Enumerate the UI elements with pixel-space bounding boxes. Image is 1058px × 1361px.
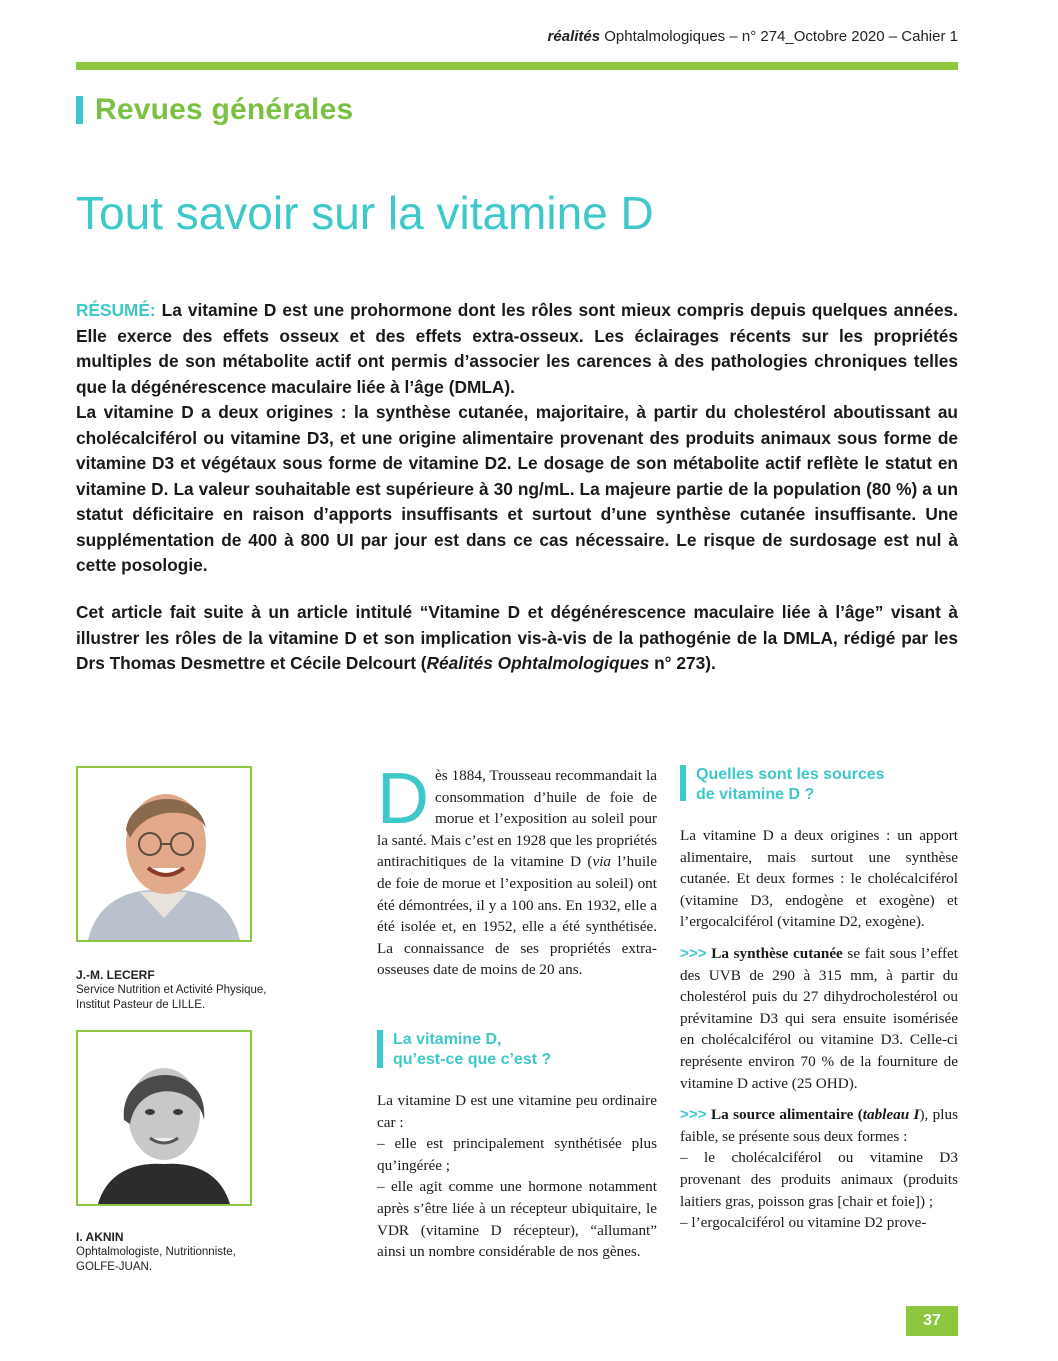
subheading-line-2: de vitamine D ? bbox=[696, 786, 815, 803]
running-header bbox=[540, 28, 958, 45]
subheading-line-1: La vitamine D, bbox=[393, 1031, 502, 1048]
intro-note bbox=[76, 600, 958, 677]
definition-item-1: – elle est principalement synthétisée plus qu’ingérée ; bbox=[377, 1135, 657, 1174]
subheading-line-2: qu’est-ce que c’est ? bbox=[393, 1051, 552, 1068]
abstract-paragraph-2: La vitamine D a deux origines : la synthèse cutanée, majoritaire, à partir du cholestérol aboutissant au cholécalciférol ou vitamine D3, et une origine alimentaire provenant des produits animaux sous forme de vitamine D3 et végétaux sous forme de vitamine D2. Le dosage de son métabolite actif reflète le statut en vitamine D. La valeur souhaitable est supérieure à 30 ng/mL. La majeure partie de la population (80 %) a un statut déficitaire en raison d’apports insuffisants et surtout d’une synthèse cutanée insuffisante. Une supplémentation de 400 à 800 UI par jour est dans ce cas nécessaire. Le risque de surdosage est nul à cette posologie. bbox=[76, 402, 958, 575]
page-number: 37 bbox=[906, 1306, 958, 1336]
abstract-keyword: RÉSUMÉ: bbox=[76, 300, 156, 320]
author-photo-lecerf bbox=[76, 766, 252, 942]
definition-paragraph: La vitamine D est une vitamine peu ordinaire car : bbox=[377, 1092, 657, 1131]
section-label: Revues générales bbox=[95, 93, 354, 126]
subheading-what-is bbox=[377, 1030, 551, 1070]
drop-cap: D bbox=[377, 759, 429, 839]
issue-info: Ophtalmologiques – n° 274_Octobre 2020 – Cahier 1 bbox=[600, 28, 958, 45]
abstract-paragraph-1: La vitamine D est une prohormone dont les rôles sont mieux compris depuis quelques années. Elle exerce des effets osseux et des effets extra-osseux. Les éclairages récents sur les propriétés multiples de son métabolite actif ont permis d’associer les carences à des pathologies chroniques telles que la dégénérescence maculaire liée à l’âge (DMLA). bbox=[76, 300, 958, 397]
body-column-3 bbox=[680, 825, 958, 1234]
arrows-marker: >>> bbox=[680, 1106, 707, 1124]
author-name: J.-M. LECERF bbox=[76, 968, 155, 982]
author-lecerf bbox=[76, 968, 266, 1013]
header-rule bbox=[76, 62, 958, 70]
synthesis-paragraph bbox=[680, 943, 958, 1094]
food-source-heading: La source alimentaire bbox=[706, 1106, 854, 1124]
synthesis-text: se fait sous l’effet des UVB de 290 à 315 mm, à partir du cholestérol puis du 27 dihydrocholestérol ou prévitamine D3 qui sera ensuite isomérisée en cholécalciférol ou vitamine D3. Celle-ci représente environ 70 % de la fourniture de vitamine D active (25 OHD). bbox=[680, 944, 959, 1092]
food-source-paragraph bbox=[680, 1104, 958, 1147]
article-title: Tout savoir sur la vitamine D bbox=[76, 187, 654, 239]
table-reference: tableau I bbox=[862, 1106, 920, 1124]
sources-paragraph: La vitamine D a deux origines : un apport alimentaire, mais surtout une synthèse cutanée. Et deux formes : le cholécalciférol (vitamine D3, endogène et exogène) et l’ergocalciférol (vitamine D2, exogène). bbox=[680, 827, 958, 931]
author-photo-aknin bbox=[76, 1030, 252, 1206]
body-column-2-lower bbox=[377, 1090, 657, 1263]
subheading-sources bbox=[680, 765, 885, 805]
history-text-a: ès 1884, Trousseau recommandait la consommation d’huile de foie de morue et l’exposition au soleil pour la santé. Mais c’est en 1928 que les propriétés antirachitiques de la vitamine D ( bbox=[377, 767, 657, 871]
subheading-marker bbox=[680, 765, 686, 801]
author-affiliation-1: Service Nutrition et Activité Physique, bbox=[76, 984, 267, 996]
arrows-marker: >>> bbox=[680, 944, 707, 962]
subheading-marker bbox=[377, 1030, 383, 1068]
intro-end: n° 273). bbox=[649, 653, 716, 673]
subheading-line-1: Quelles sont les sources bbox=[696, 766, 885, 783]
body-column-2 bbox=[377, 759, 657, 981]
author-name: I. AKNIN bbox=[76, 1230, 124, 1244]
section-marker bbox=[76, 96, 83, 124]
synthesis-heading: La synthèse cutanée bbox=[706, 944, 843, 962]
food-source-item-1: – le cholécalciférol ou vitamine D3 provenant des produits animaux (produits laitiers gras, poisson gras [chair et foie]) ; bbox=[680, 1149, 958, 1210]
author-affiliation-1: Ophtalmologiste, Nutritionniste, bbox=[76, 1246, 236, 1258]
intro-journal: Réalités Ophtalmologiques bbox=[426, 653, 650, 673]
intro-text: Cet article fait suite à un article intitulé “Vitamine D et dégénérescence maculaire liée à l’âge” visant à illustrer les rôles de la vitamine D et son implication vis-à-vis de la pathogénie de la DMLA, rédigé par les Drs Thomas Desmettre et Cécile Delcourt ( bbox=[76, 602, 958, 673]
history-via: via bbox=[592, 853, 612, 871]
history-paragraph bbox=[377, 759, 657, 981]
food-source-item-2: – l’ergocalciférol ou vitamine D2 prove- bbox=[680, 1214, 927, 1232]
abstract bbox=[76, 298, 958, 579]
paren-open: ( bbox=[853, 1106, 863, 1124]
history-text-b: l’huile de foie de morue et l’exposition au soleil) ont été démontrées, il y a 100 ans. En 1932, elle a été isolée et, en 1952, elle a été synthétisée. La connaissance de ses propriétés extra-osseuses date de moins de 20 ans. bbox=[377, 853, 657, 979]
section-heading bbox=[76, 90, 353, 130]
author-aknin bbox=[76, 1230, 236, 1275]
definition-item-2: – elle agit comme une hormone notamment après s’être liée à un récepteur ubiquitaire, le VDR (vitamine D récepteur), “allumant” ainsi un nombre considérable de nos gènes. bbox=[377, 1178, 657, 1261]
author-affiliation-2: Institut Pasteur de LILLE. bbox=[76, 999, 206, 1011]
food-source-text: ), plus faible, se présente sous deux formes : bbox=[680, 1106, 958, 1145]
author-affiliation-2: GOLFE-JUAN. bbox=[76, 1261, 153, 1273]
journal-brand: réalités bbox=[547, 28, 601, 45]
